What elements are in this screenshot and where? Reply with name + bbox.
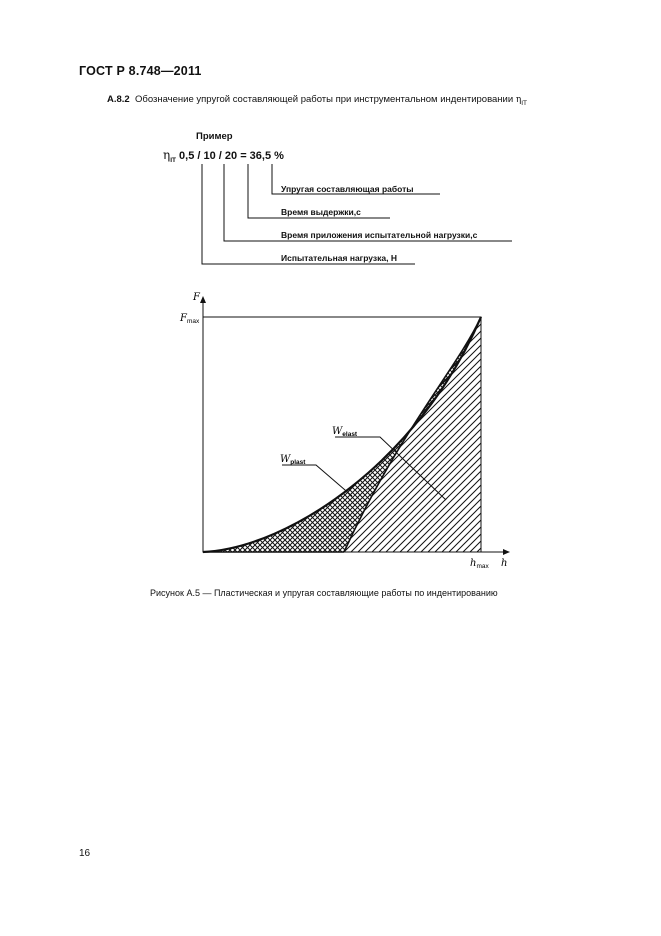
x-axis-label: h [501, 558, 508, 569]
fmax-subscript: max [186, 318, 200, 325]
example-values: 0,5 / 10 / 20 = 36,5 % [179, 150, 284, 162]
leader-loading-time [224, 164, 512, 241]
section-number: А.8.2 [107, 94, 130, 105]
label-dwell-time: Время выдержки,с [281, 207, 361, 217]
example-symbol-subscript: IT [170, 157, 176, 165]
hmax-label [470, 558, 489, 570]
force-depth-plot [179, 292, 510, 570]
label-test-load: Испытательная нагрузка, Н [281, 253, 397, 263]
label-elastic-work: Упругая составляющая работы [281, 184, 414, 194]
section-title: Обозначение упругой составляющей работы при инструментальном индентировании [135, 94, 514, 105]
fmax-symbol: F [180, 313, 187, 324]
y-axis-label: F [193, 292, 200, 303]
fmax-label [179, 313, 200, 325]
figure-caption: Рисунок А.5 — Пластическая и упругая составляющие работы по индентированию [150, 588, 498, 598]
example-title: Пример [196, 131, 233, 142]
section-symbol: η [515, 95, 522, 105]
section-symbol-subscript: IT [521, 99, 527, 107]
x-axis-arrow [503, 549, 510, 555]
hmax-symbol: h [470, 558, 477, 569]
designation-leaders [202, 164, 512, 264]
w-elast-subscript: elast [342, 431, 358, 438]
w-plast-label [280, 454, 306, 466]
example-symbol: η [163, 148, 171, 162]
y-axis-arrow [200, 296, 206, 303]
w-plast-symbol: W [280, 454, 291, 465]
leader-elastic-work [272, 164, 440, 194]
w-elast-symbol: W [332, 426, 343, 437]
page-number: 16 [79, 848, 91, 859]
leader-test-load [202, 164, 415, 264]
label-loading-time: Время приложения испытательной нагрузки,с [281, 230, 478, 240]
hmax-subscript: max [476, 563, 489, 570]
w-plast-subscript: plast [290, 459, 306, 466]
leader-plastic [282, 465, 352, 496]
document-header: ГОСТ Р 8.748—2011 [79, 64, 202, 78]
w-elast-label [332, 426, 358, 438]
leader-dwell-time [248, 164, 390, 218]
